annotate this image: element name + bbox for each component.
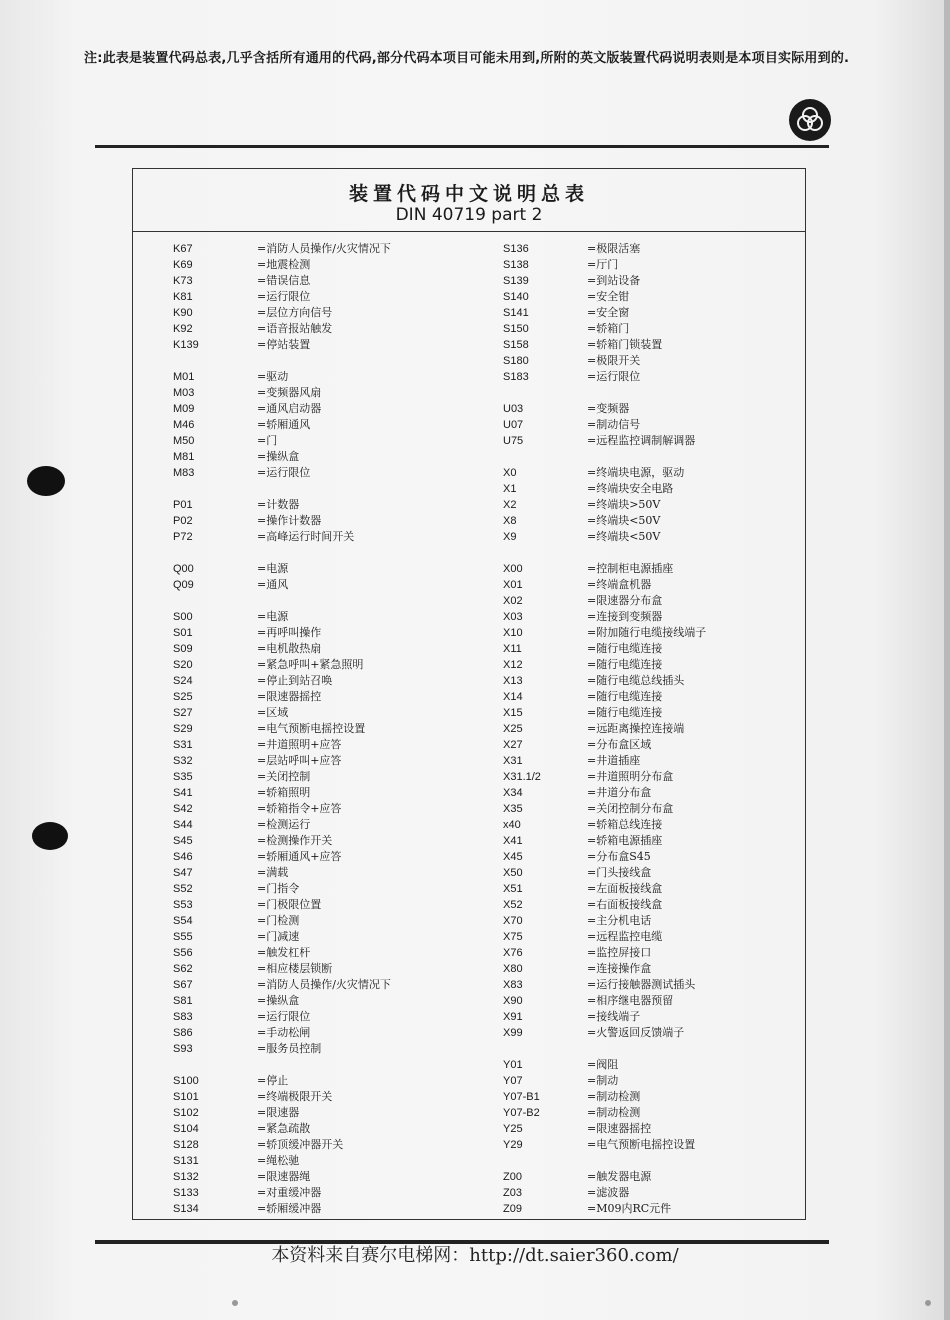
device-description: =相序继电器预留: [587, 994, 674, 1007]
device-code: X11: [503, 643, 522, 655]
device-code: X2: [503, 499, 517, 511]
table-title-chinese: 装置代码中文说明总表: [348, 183, 589, 205]
device-description: =远程监控调制解调器: [587, 434, 696, 447]
device-code: X90: [503, 995, 523, 1007]
device-description: =安全窗: [587, 306, 630, 319]
device-code: S09: [173, 643, 193, 655]
device-description: =层站呼叫+应答: [257, 754, 342, 767]
device-code: X76: [503, 947, 523, 959]
device-description: =随行电缆连接: [587, 658, 663, 671]
device-description: =计数器: [257, 498, 300, 511]
device-code: X0: [503, 467, 517, 479]
device-description: =门指令: [257, 882, 300, 895]
device-code: S100: [173, 1075, 199, 1087]
device-code: S93: [173, 1043, 193, 1055]
device-code: S00: [173, 611, 193, 623]
device-code: S136: [503, 243, 529, 255]
ink-blot: [32, 822, 68, 850]
device-description: =语音报站触发: [257, 322, 333, 335]
device-description: =火警返回反馈端子: [587, 1026, 685, 1039]
device-code: Z09: [503, 1203, 522, 1215]
device-code: Y07-B2: [503, 1107, 540, 1119]
device-code: x40: [503, 819, 521, 831]
device-code: X31: [503, 755, 523, 767]
device-description: =运行限位: [257, 290, 311, 303]
device-description: =终端块<50V: [587, 530, 661, 543]
device-code: S27: [173, 707, 193, 719]
device-code: M83: [173, 467, 195, 479]
device-description: =电源: [257, 562, 289, 575]
device-description: =连接到变频器: [587, 610, 663, 623]
device-description: =轿厢通风+应答: [257, 850, 342, 863]
device-code: Y07-B1: [503, 1091, 540, 1103]
device-code: X15: [503, 707, 523, 719]
device-code: K67: [173, 243, 193, 255]
device-code: S62: [173, 963, 193, 975]
device-code: K81: [173, 291, 193, 303]
device-code: S55: [173, 931, 193, 943]
device-description: =终端块<50V: [587, 514, 661, 527]
three-rings-logo-icon: [788, 98, 832, 142]
device-description: =阀阻: [587, 1058, 619, 1071]
device-code: S31: [173, 739, 193, 751]
ink-blot: [27, 466, 65, 496]
device-code: X27: [503, 739, 523, 751]
device-description: =操纵盒: [257, 994, 300, 1007]
device-description: =运行限位: [257, 466, 311, 479]
device-code: Q09: [173, 579, 194, 591]
device-description: =操纵盒: [257, 450, 300, 463]
device-description: =服务员控制: [257, 1042, 322, 1055]
device-code: S128: [173, 1139, 199, 1151]
device-description: =停止到站召唤: [257, 674, 333, 687]
device-code: X51: [503, 883, 523, 895]
device-description: =运行限位: [587, 370, 641, 383]
device-code: X50: [503, 867, 523, 879]
scan-speck: [925, 1300, 931, 1306]
device-description: =电源: [257, 610, 289, 623]
device-code: S141: [503, 307, 529, 319]
device-code: U03: [503, 403, 524, 415]
device-code: Y07: [503, 1075, 523, 1087]
device-description: =触发杠杆: [257, 946, 311, 959]
device-description: =限速器: [257, 1106, 300, 1119]
device-code: P02: [173, 515, 193, 527]
device-code: M03: [173, 387, 195, 399]
device-code: X14: [503, 691, 523, 703]
device-code: X31.1/2: [503, 771, 541, 783]
device-description: =轿箱指令+应答: [257, 802, 342, 815]
device-description: =监控屏接口: [587, 946, 652, 959]
top-rule: [95, 145, 829, 148]
device-code: Y25: [503, 1123, 523, 1135]
device-code: X99: [503, 1027, 523, 1039]
device-code: S183: [503, 371, 529, 383]
device-description: =终端盒机器: [587, 578, 652, 591]
device-code: S32: [173, 755, 193, 767]
device-code: K73: [173, 275, 193, 287]
device-code: S158: [503, 339, 529, 351]
device-description: =厅门: [587, 258, 619, 271]
device-description: =附加随行电缆接线端子: [587, 626, 707, 639]
device-description: =限速器绳: [257, 1170, 311, 1183]
device-description: =随行电缆总线插头: [587, 674, 685, 687]
device-description: =绳松驰: [257, 1154, 300, 1167]
device-description: =轿箱门: [587, 322, 630, 335]
device-description: =运行限位: [257, 1010, 311, 1023]
device-description: =接线端子: [587, 1010, 641, 1023]
device-code: X70: [503, 915, 523, 927]
device-description: =井道照明分布盒: [587, 770, 674, 783]
device-description: =轿厢缓冲器: [257, 1202, 322, 1215]
device-code: X83: [503, 979, 523, 991]
device-description: =远距离操控连接端: [587, 722, 685, 735]
device-description: =对重缓冲器: [257, 1186, 322, 1199]
device-code: X91: [503, 1011, 523, 1023]
device-description: =消防人员操作/火灾情况下: [257, 978, 391, 991]
device-code: S138: [503, 259, 529, 271]
device-code: M01: [173, 371, 195, 383]
device-description: =关闭控制分布盒: [587, 802, 674, 815]
device-description: =轿顶缓冲器开关: [257, 1138, 344, 1151]
device-code: S133: [173, 1187, 199, 1199]
device-description: =区域: [257, 706, 289, 719]
device-description: =变频器风扇: [257, 386, 322, 399]
device-code: S01: [173, 627, 193, 639]
device-code: S101: [173, 1091, 199, 1103]
device-description: =通风: [257, 578, 289, 591]
device-description: =主分机电话: [587, 914, 652, 927]
device-code: S52: [173, 883, 193, 895]
device-code: S42: [173, 803, 193, 815]
device-code: S54: [173, 915, 193, 927]
device-code: S46: [173, 851, 193, 863]
device-description: =极限活塞: [587, 242, 641, 255]
device-description: =紧急呼叫+紧急照明: [257, 658, 364, 671]
device-description: =井道照明+应答: [257, 738, 342, 751]
device-code: X34: [503, 787, 523, 799]
device-description: =操作计数器: [257, 514, 322, 527]
device-description: =随行电缆连接: [587, 642, 663, 655]
device-description: =左面板接线盒: [587, 882, 663, 895]
code-table: [132, 168, 806, 1220]
device-description: =滤波器: [587, 1186, 630, 1199]
device-description: =轿箱照明: [257, 786, 311, 799]
table-title-english: DIN 40719 part 2: [395, 205, 543, 225]
device-description: =轿箱总线连接: [587, 818, 663, 831]
device-description: =连接操作盒: [587, 962, 652, 975]
device-description: =终端块电源，驱动: [587, 466, 685, 479]
device-code: S83: [173, 1011, 193, 1023]
device-code: X35: [503, 803, 523, 815]
device-description: =轿厢通风: [257, 418, 311, 431]
device-code: X41: [503, 835, 523, 847]
device-code: X12: [503, 659, 523, 671]
footer-source-text: 本资料来自赛尔电梯网：http://dt.saier360.com/: [271, 1245, 679, 1266]
device-code: P72: [173, 531, 193, 543]
device-description: =变频器: [587, 402, 630, 415]
device-description: =门减速: [257, 930, 300, 943]
device-description: =限速器摇控: [587, 1122, 652, 1135]
device-code: S41: [173, 787, 193, 799]
device-description: =层位方向信号: [257, 306, 333, 319]
page-edge-shadow: [944, 0, 950, 1320]
device-code: S53: [173, 899, 193, 911]
device-description: =分布盒S45: [587, 850, 651, 863]
device-description: =高峰运行时间开关: [257, 530, 355, 543]
device-description: =门检测: [257, 914, 300, 927]
device-description: =停止: [257, 1074, 289, 1087]
device-code: K92: [173, 323, 193, 335]
device-description: =终端块>50V: [587, 498, 661, 511]
device-code: X1: [503, 483, 517, 495]
device-code: S25: [173, 691, 193, 703]
device-code: Y01: [503, 1059, 523, 1071]
device-code: S104: [173, 1123, 199, 1135]
device-code: S134: [173, 1203, 199, 1215]
device-code: X02: [503, 595, 523, 607]
device-code: S140: [503, 291, 529, 303]
device-code: S86: [173, 1027, 193, 1039]
device-code: S24: [173, 675, 193, 687]
device-description: =门极限位置: [257, 898, 322, 911]
device-code: S132: [173, 1171, 199, 1183]
device-description: =M09内RC元件: [587, 1202, 672, 1215]
device-code: U07: [503, 419, 524, 431]
device-description: =再呼叫操作: [257, 626, 322, 639]
device-code: S44: [173, 819, 193, 831]
device-description: =相应楼层锁断: [257, 962, 333, 975]
device-code: S131: [173, 1155, 199, 1167]
device-code: M46: [173, 419, 195, 431]
scan-speck: [232, 1300, 238, 1306]
device-code: Y29: [503, 1139, 523, 1151]
device-description: =井道分布盒: [587, 786, 652, 799]
device-description: =消防人员操作/火灾情况下: [257, 242, 391, 255]
device-description: =错误信息: [257, 274, 311, 287]
device-description: =驱动: [257, 370, 289, 383]
device-code: P01: [173, 499, 193, 511]
device-description: =轿箱电源插座: [587, 834, 663, 847]
device-description: =运行接触器测试插头: [587, 978, 696, 991]
device-description: =手动松闸: [257, 1026, 311, 1039]
device-code: M09: [173, 403, 195, 415]
device-description: =电机散热扇: [257, 642, 322, 655]
device-description: =井道插座: [587, 754, 641, 767]
device-description: =到站设备: [587, 274, 641, 287]
device-description: =电气预断电摇控设置: [257, 722, 366, 735]
device-code: M50: [173, 435, 195, 447]
device-description: =通风启动器: [257, 402, 322, 415]
device-description: =停站装置: [257, 338, 311, 351]
device-code: X03: [503, 611, 523, 623]
header-note: 注:此表是装置代码总表,几乎含括所有通用的代码,部分代码本项目可能未用到,所附的英文版装置代码说明表则是本项目实际用到的.: [84, 51, 850, 66]
device-code: U75: [503, 435, 524, 447]
device-code: S45: [173, 835, 193, 847]
device-description: =限速器分布盒: [587, 594, 663, 607]
device-description: =制动检测: [587, 1090, 641, 1103]
device-code: X01: [503, 579, 523, 591]
device-code: S20: [173, 659, 193, 671]
device-code: K139: [173, 339, 199, 351]
device-code: S180: [503, 355, 529, 367]
device-description: =分布盒区域: [587, 738, 652, 751]
device-code: S102: [173, 1107, 199, 1119]
device-code: Z03: [503, 1187, 522, 1199]
device-code: S81: [173, 995, 193, 1007]
device-description: =检测运行: [257, 818, 311, 831]
device-code: M81: [173, 451, 195, 463]
device-code: X80: [503, 963, 523, 975]
device-code: Z00: [503, 1171, 522, 1183]
device-code: X13: [503, 675, 523, 687]
device-description: =门: [257, 434, 278, 447]
device-description: =制动: [587, 1074, 619, 1087]
device-code: X52: [503, 899, 523, 911]
device-description: =满载: [257, 866, 289, 879]
device-description: =制动检测: [587, 1106, 641, 1119]
device-code: K69: [173, 259, 193, 271]
table-title-area: [133, 169, 805, 232]
device-code: S56: [173, 947, 193, 959]
device-description: =制动信号: [587, 418, 641, 431]
device-description: =地震检测: [257, 258, 311, 271]
device-description: =门头接线盒: [587, 866, 652, 879]
device-code: X00: [503, 563, 523, 575]
device-code: S47: [173, 867, 193, 879]
device-description: =紧急疏散: [257, 1122, 311, 1135]
device-description: =轿箱门锁装置: [587, 338, 663, 351]
device-description: =限速器摇控: [257, 690, 322, 703]
device-code: S35: [173, 771, 193, 783]
device-code: Q00: [173, 563, 194, 575]
device-code: X75: [503, 931, 523, 943]
device-code: X45: [503, 851, 523, 863]
device-code: S29: [173, 723, 193, 735]
device-code: S139: [503, 275, 529, 287]
device-description: =触发器电源: [587, 1170, 652, 1183]
device-description: =远程监控电缆: [587, 930, 663, 943]
device-description: =安全钳: [587, 290, 630, 303]
device-description: =关闭控制: [257, 770, 311, 783]
device-description: =随行电缆连接: [587, 706, 663, 719]
device-description: =随行电缆连接: [587, 690, 663, 703]
device-code: X9: [503, 531, 517, 543]
device-description: =检测操作开关: [257, 834, 333, 847]
device-code: X25: [503, 723, 523, 735]
device-code: X8: [503, 515, 517, 527]
device-description: =终端极限开关: [257, 1090, 333, 1103]
device-code: S150: [503, 323, 529, 335]
device-code: X10: [503, 627, 523, 639]
device-description: =终端块安全电路: [587, 482, 674, 495]
device-description: =右面板接线盒: [587, 898, 663, 911]
device-description: =控制柜电源插座: [587, 562, 674, 575]
device-description: =极限开关: [587, 354, 641, 367]
device-code: K90: [173, 307, 193, 319]
device-description: =电气预断电摇控设置: [587, 1138, 696, 1151]
device-code: S67: [173, 979, 193, 991]
